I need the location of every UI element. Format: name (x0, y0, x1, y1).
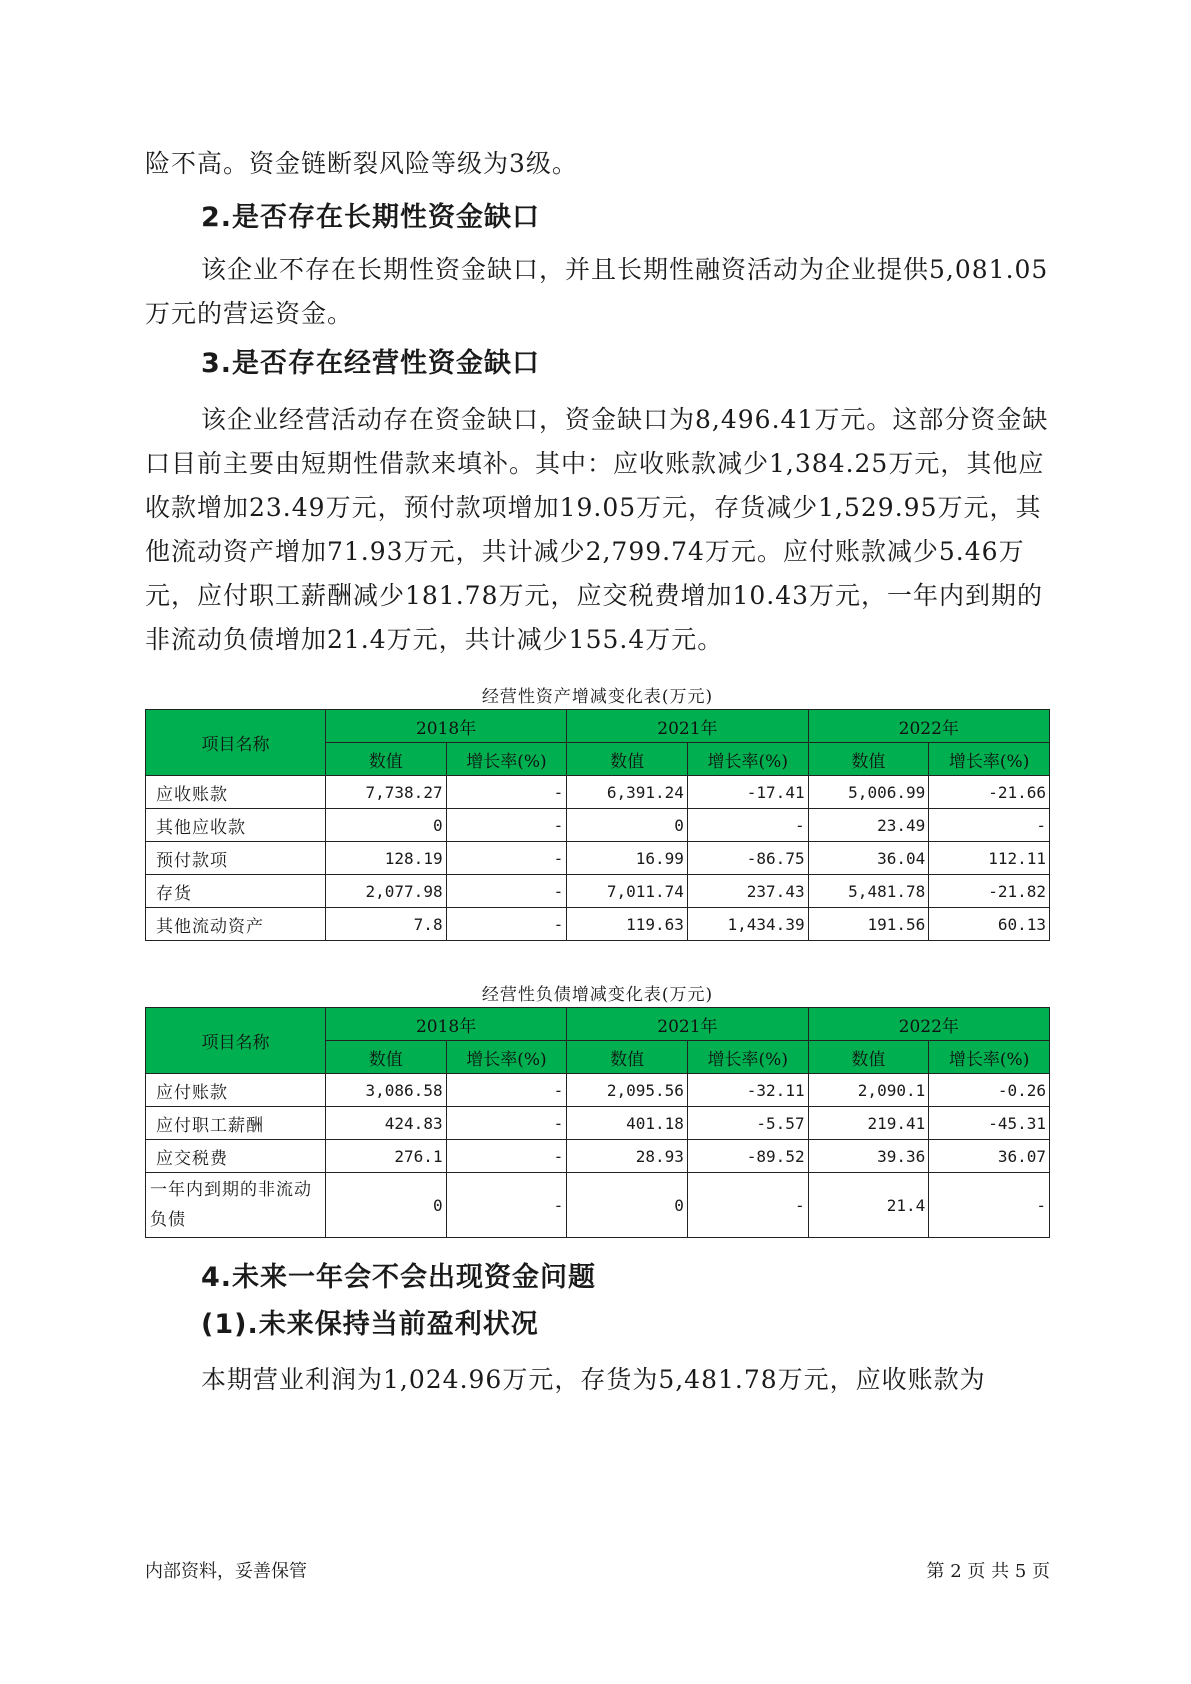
growth-2021-cell: -32.11 (687, 1074, 808, 1107)
paragraph-long-term-gap-text: 该企业不存在长期性资金缺口，并且长期性融资活动为企业提供5,081.05万元的营运资金。 (145, 255, 1049, 328)
table-row (146, 842, 1050, 875)
growth-2018-cell: - (446, 875, 567, 908)
table-row (146, 908, 1050, 941)
table-row (146, 776, 1050, 809)
subsection-heading-4-1: (1).未来保持当前盈利状况 (201, 1309, 539, 1340)
liability-table-caption: 经营性负债增减变化表(万元) (481, 985, 714, 1005)
value-2022-cell: 219.41 (808, 1107, 929, 1140)
header-value: 数值 (325, 1041, 446, 1074)
paragraph-operating-gap-text: 该企业经营活动存在资金缺口，资金缺口为8,496.41万元。这部分资金缺口目前主要由短期性借款来填补。其中：应收账款减少1,384.25万元，其他应收款增加23.49万元，预付款项增加19.05万元，存货减少1,529.95万元，其他流动资产增加71.93万元，共计减少2,799.74万元。应付账款减少5.46万元，应付职工薪酬减少181.78万元，应交税费增加10.43万元，一年内到期的非流动负债增加21.4万元，共计减少155.4万元。 (145, 405, 1049, 654)
growth-2021-cell: -89.52 (687, 1140, 808, 1173)
liability-table (145, 1007, 1050, 1238)
value-2021-cell: 119.63 (567, 908, 688, 941)
footer-confidential: 内部资料，妥善保管 (145, 1561, 307, 1582)
value-2018-cell: 3,086.58 (325, 1074, 446, 1107)
value-2021-cell: 28.93 (567, 1140, 688, 1173)
growth-2021-cell: - (687, 809, 808, 842)
item-name-cell: 其他应收款 (146, 809, 326, 842)
item-name-cell: 预付款项 (146, 842, 326, 875)
asset-table-caption: 经营性资产增减变化表(万元) (481, 687, 714, 707)
header-item-name: 项目名称 (146, 1008, 326, 1074)
header-growth: 增长率(%) (446, 1041, 567, 1074)
section-heading-3: 3.是否存在经营性资金缺口 (201, 348, 541, 379)
table-row (146, 1173, 1050, 1238)
growth-2022-cell: -0.26 (929, 1074, 1050, 1107)
growth-2021-cell: 1,434.39 (687, 908, 808, 941)
growth-2018-cell: - (446, 1107, 567, 1140)
growth-2022-cell: - (929, 809, 1050, 842)
growth-2021-cell: - (687, 1173, 808, 1238)
header-value: 数值 (567, 743, 688, 776)
value-2021-cell: 16.99 (567, 842, 688, 875)
value-2022-cell: 191.56 (808, 908, 929, 941)
value-2021-cell: 7,011.74 (567, 875, 688, 908)
value-2021-cell: 0 (567, 809, 688, 842)
header-growth: 增长率(%) (687, 1041, 808, 1074)
table-row (146, 875, 1050, 908)
value-2021-cell: 6,391.24 (567, 776, 688, 809)
paragraph-operating-gap (145, 398, 1050, 662)
growth-2022-cell: 60.13 (929, 908, 1050, 941)
table-row (146, 1107, 1050, 1140)
item-name-cell: 一年内到期的非流动负债 (146, 1173, 326, 1238)
header-growth: 增长率(%) (929, 1041, 1050, 1074)
value-2018-cell: 128.19 (325, 842, 446, 875)
value-2021-cell: 0 (567, 1173, 688, 1238)
header-growth: 增长率(%) (687, 743, 808, 776)
header-value: 数值 (325, 743, 446, 776)
growth-2018-cell: - (446, 809, 567, 842)
value-2021-cell: 2,095.56 (567, 1074, 688, 1107)
header-year-2021: 2021年 (567, 710, 808, 743)
growth-2022-cell: -21.82 (929, 875, 1050, 908)
paragraph-continued: 险不高。资金链断裂风险等级为3级。 (145, 149, 578, 178)
paragraph-long-term-gap (145, 248, 1050, 336)
growth-2021-cell: -5.57 (687, 1107, 808, 1140)
growth-2018-cell: - (446, 908, 567, 941)
table-row (146, 1140, 1050, 1173)
growth-2021-cell: -86.75 (687, 842, 808, 875)
growth-2018-cell: - (446, 1074, 567, 1107)
value-2022-cell: 36.04 (808, 842, 929, 875)
growth-2022-cell: 36.07 (929, 1140, 1050, 1173)
item-name-cell: 应付职工薪酬 (146, 1107, 326, 1140)
growth-2018-cell: - (446, 1173, 567, 1238)
growth-2018-cell: - (446, 776, 567, 809)
value-2021-cell: 401.18 (567, 1107, 688, 1140)
table-row (146, 809, 1050, 842)
header-year-2018: 2018年 (325, 1008, 566, 1041)
value-2018-cell: 7,738.27 (325, 776, 446, 809)
header-value: 数值 (567, 1041, 688, 1074)
header-item-name: 项目名称 (146, 710, 326, 776)
growth-2022-cell: - (929, 1173, 1050, 1238)
growth-2021-cell: 237.43 (687, 875, 808, 908)
header-growth: 增长率(%) (446, 743, 567, 776)
paragraph-profit (145, 1358, 1050, 1402)
growth-2022-cell: -45.31 (929, 1107, 1050, 1140)
value-2018-cell: 424.83 (325, 1107, 446, 1140)
value-2022-cell: 5,006.99 (808, 776, 929, 809)
header-value: 数值 (808, 743, 929, 776)
value-2022-cell: 39.36 (808, 1140, 929, 1173)
item-name-cell: 应交税费 (146, 1140, 326, 1173)
growth-2021-cell: -17.41 (687, 776, 808, 809)
growth-2022-cell: 112.11 (929, 842, 1050, 875)
header-year-2018: 2018年 (325, 710, 566, 743)
value-2018-cell: 276.1 (325, 1140, 446, 1173)
growth-2022-cell: -21.66 (929, 776, 1050, 809)
item-name-cell: 其他流动资产 (146, 908, 326, 941)
value-2022-cell: 23.49 (808, 809, 929, 842)
section-heading-4: 4.未来一年会不会出现资金问题 (201, 1262, 597, 1293)
item-name-cell: 应付账款 (146, 1074, 326, 1107)
value-2018-cell: 0 (325, 1173, 446, 1238)
value-2018-cell: 7.8 (325, 908, 446, 941)
header-year-2022: 2022年 (808, 710, 1049, 743)
header-value: 数值 (808, 1041, 929, 1074)
asset-table (145, 709, 1050, 941)
value-2022-cell: 2,090.1 (808, 1074, 929, 1107)
table-row (146, 1074, 1050, 1107)
paragraph-profit-text: 本期营业利润为1,024.96万元，存货为5,481.78万元，应收账款为 (201, 1365, 986, 1394)
header-year-2022: 2022年 (808, 1008, 1049, 1041)
item-name-cell: 应收账款 (146, 776, 326, 809)
growth-2018-cell: - (446, 1140, 567, 1173)
value-2018-cell: 0 (325, 809, 446, 842)
value-2018-cell: 2,077.98 (325, 875, 446, 908)
value-2022-cell: 5,481.78 (808, 875, 929, 908)
header-year-2021: 2021年 (567, 1008, 808, 1041)
section-heading-2: 2.是否存在长期性资金缺口 (201, 202, 541, 233)
growth-2018-cell: - (446, 842, 567, 875)
footer-page-number: 第 2 页 共 5 页 (926, 1561, 1050, 1582)
item-name-cell: 存货 (146, 875, 326, 908)
header-growth: 增长率(%) (929, 743, 1050, 776)
value-2022-cell: 21.4 (808, 1173, 929, 1238)
